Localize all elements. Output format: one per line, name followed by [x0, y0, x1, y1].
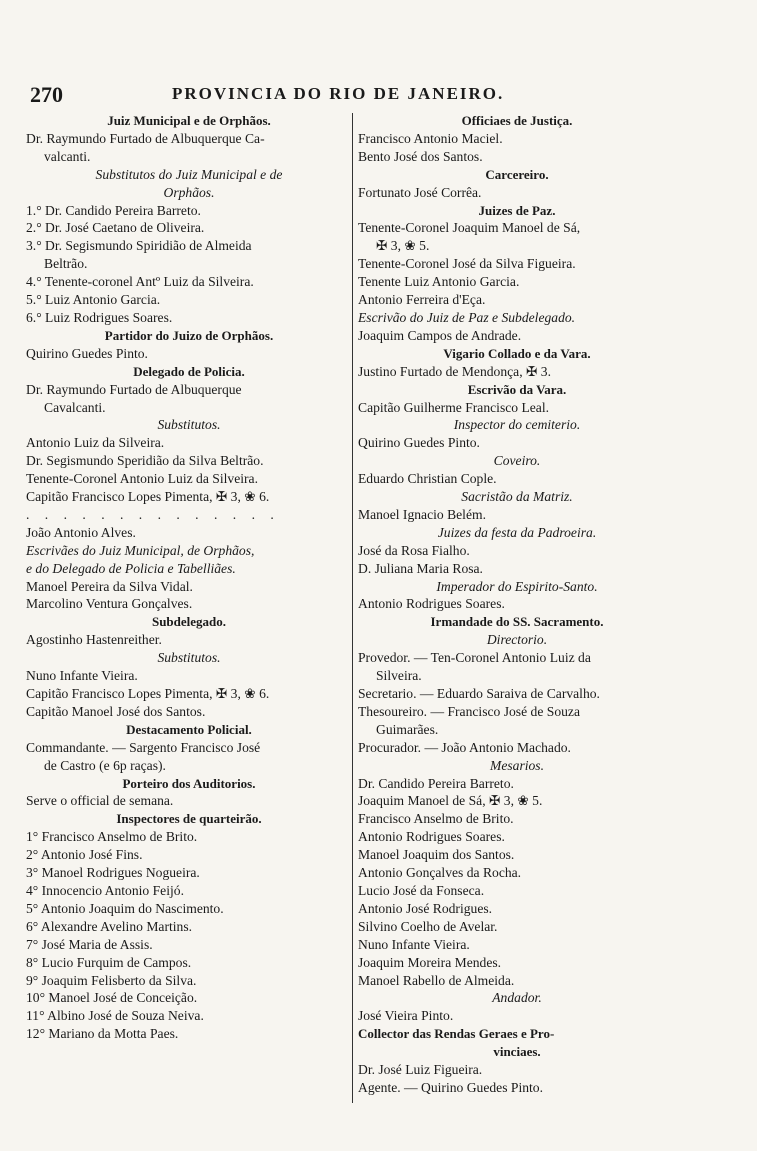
text-line: Procurador. — João Antonio Machado. [358, 739, 571, 755]
text-line: Quirino Guedes Pinto. [26, 345, 148, 361]
text-line: Tenente Luiz Antonio Garcia. [358, 274, 520, 290]
section-heading: vinciaes. [493, 1044, 541, 1060]
section-heading: Partidor do Juizo de Orphãos. [104, 327, 274, 343]
text-line: Joaquim Campos de Andrade. [358, 327, 522, 343]
section-heading: Carcereiro. [485, 166, 549, 182]
text-line-continued: Silveira. [376, 668, 422, 684]
text-line: 8° Lucio Furquim de Campos. [26, 954, 192, 970]
column-divider [352, 113, 353, 1103]
text-line: Antonio Luiz da Silveira. [26, 435, 165, 451]
text-line: Antonio José Rodrigues. [358, 900, 493, 916]
text-line: Quirino Guedes Pinto. [358, 435, 480, 451]
text-line-continued: valcanti. [44, 148, 91, 164]
section-heading: Destacamento Policial. [126, 721, 252, 737]
text-line: Capitão Francisco Lopes Pimenta, ✠ 3, ❀ 6. [26, 489, 270, 505]
text-line: Secretario. — Eduardo Saraiva de Carvalho. [358, 686, 600, 701]
text-line: Eduardo Christian Cople. [358, 471, 497, 487]
text-line: Lucio José da Fonseca. [358, 882, 485, 898]
text-line: 3.° Dr. Segismundo Spiridião de Almeida [26, 238, 252, 254]
text-line: 4° Innocencio Antonio Feijó. [26, 882, 184, 898]
page-title: PROVINCIA DO RIO DE JANEIRO. [172, 84, 505, 103]
text-line: 12° Mariano da Motta Paes. [26, 1026, 179, 1042]
text-line: 2.° Dr. José Caetano de Oliveira. [26, 220, 205, 236]
text-line: 10° Manoel José de Conceição. [26, 990, 198, 1006]
text-line: Manoel Rabello de Almeida. [358, 972, 515, 988]
text-line: Nuno Infante Vieira. [26, 668, 138, 684]
section-heading: Vigario Collado e da Vara. [443, 345, 591, 361]
subheading: Inspector do cemiterio. [453, 417, 581, 433]
subheading: Directorio. [486, 632, 548, 648]
text-line: Manoel Pereira da Silva Vidal. [26, 578, 193, 594]
text-line: João Antonio Alves. [26, 524, 136, 540]
text-line: 6.° Luiz Rodrigues Soares. [26, 309, 173, 325]
text-line: Antonio Gonçalves da Rocha. [358, 865, 522, 881]
text-line: Agente. — Quirino Guedes Pinto. [358, 1079, 544, 1095]
page-number: 270 [30, 82, 63, 107]
text-line: Antonio Rodrigues Soares. [358, 829, 505, 845]
text-line-continued: ✠ 3, ❀ 5. [376, 238, 430, 254]
text-line: 6° Alexandre Avelino Martins. [26, 918, 193, 934]
subheading: Andador. [492, 990, 542, 1006]
text-line: 1° Francisco Anselmo de Brito. [26, 829, 198, 845]
text-line: Joaquim Manoel de Sá, ✠ 3, ❀ 5. [358, 793, 543, 809]
text-line: D. Juliana Maria Rosa. [358, 560, 483, 576]
text-line-continued: Beltrão. [44, 256, 88, 272]
text-line: 2° Antonio José Fins. [26, 847, 143, 863]
text-line: Serve o official de semana. [26, 793, 174, 809]
text-line: Bento José dos Santos. [358, 148, 483, 164]
text-line: Manoel Ignacio Belém. [358, 506, 486, 522]
dotted-separator: . . . . . . . . . . . . . . [26, 506, 280, 522]
subheading: Escrivães do Juiz Municipal, de Orphãos, [26, 542, 255, 558]
subheading: Substitutos. [157, 650, 221, 666]
text-line: Dr. Raymundo Furtado de Albuquerque [26, 381, 242, 397]
subheading: Mesarios. [490, 757, 544, 773]
text-line: Antonio Rodrigues Soares. [358, 596, 505, 612]
section-heading: Inspectores de quarteirão. [116, 811, 262, 827]
text-line: Capitão Guilherme Francisco Leal. [358, 399, 550, 415]
text-line: Capitão Francisco Lopes Pimenta, ✠ 3, ❀ 6. [26, 686, 270, 701]
section-heading: Officiaes de Justiça. [461, 113, 573, 128]
section-heading: Irmandade do SS. Sacramento. [430, 614, 604, 630]
subheading: Orphãos. [163, 184, 215, 200]
subheading: e do Delegado de Policia e Tabelliães. [26, 560, 236, 576]
text-line: Tenente-Coronel José da Silva Figueira. [358, 256, 576, 272]
text-line: Joaquim Moreira Mendes. [358, 954, 502, 970]
text-line: Dr. Segismundo Speridião da Silva Beltrão. [26, 453, 264, 469]
text-line: Tenente-Coronel Antonio Luiz da Silveira. [26, 471, 258, 487]
text-line: Provedor. — Ten-Coronel Antonio Luiz da [358, 650, 591, 666]
text-line: 5.° Luiz Antonio Garcia. [26, 292, 161, 308]
subheading: Substitutos do Juiz Municipal e de [95, 166, 283, 182]
section-heading: Subdelegado. [151, 614, 227, 630]
text-line: Agostinho Hastenreither. [26, 632, 162, 648]
text-line: 1.° Dr. Candido Pereira Barreto. [26, 202, 201, 218]
text-line: 11° Albino José de Souza Neiva. [26, 1008, 204, 1024]
text-line: 4.° Tenente-coronel Antº Luiz da Silveira. [26, 274, 254, 290]
text-line: 3° Manoel Rodrigues Nogueira. [26, 865, 200, 881]
text-line: Nuno Infante Vieira. [358, 936, 470, 952]
text-line: Silvino Coelho de Avelar. [358, 918, 498, 934]
subheading: Sacristão da Matriz. [461, 489, 573, 505]
text-line: Justino Furtado de Mendonça, ✠ 3. [358, 363, 551, 379]
subheading: Imperador do Espirito-Santo. [436, 578, 598, 594]
text-line: 7° José Maria de Assis. [26, 936, 153, 952]
text-line: Fortunato José Corrêa. [358, 184, 482, 200]
text-line: Dr. José Luiz Figueira. [358, 1062, 483, 1078]
text-line: 5° Antonio Joaquim do Nascimento. [26, 900, 224, 916]
section-heading: Delegado de Policia. [133, 363, 245, 379]
text-line: José da Rosa Fialho. [358, 542, 470, 558]
right-column [358, 112, 676, 1097]
text-line: Commandante. — Sargento Francisco José [26, 739, 261, 755]
section-heading: Escrivão da Vara. [467, 381, 567, 397]
text-line-continued: de Castro (e 6p raças). [44, 757, 166, 773]
text-line: Manoel Joaquim dos Santos. [358, 847, 515, 863]
left-column [26, 112, 352, 1043]
text-line: Tenente-Coronel Joaquim Manoel de Sá, [358, 220, 581, 236]
text-line: Francisco Antonio Maciel. [358, 130, 503, 146]
text-line: José Vieira Pinto. [358, 1008, 454, 1024]
text-line: Thesoureiro. — Francisco José de Souza [358, 703, 580, 719]
subheading: Juizes da festa da Padroeira. [437, 524, 597, 540]
text-line: Capitão Manoel José dos Santos. [26, 703, 206, 719]
section-heading: Porteiro dos Auditorios. [122, 775, 256, 791]
section-heading: Juiz Municipal e de Orphãos. [107, 113, 271, 128]
subheading: Escrivão do Juiz de Paz e Subdelegado. [358, 309, 576, 325]
text-line: Dr. Candido Pereira Barreto. [358, 775, 514, 791]
text-line-continued: Cavalcanti. [44, 399, 106, 415]
text-line: Marcolino Ventura Gonçalves. [26, 596, 193, 612]
text-line: Antonio Ferreira d'Eça. [358, 292, 486, 308]
text-line: Francisco Anselmo de Brito. [358, 811, 514, 827]
section-heading: Juizes de Paz. [478, 202, 556, 218]
text-line-continued: Guimarães. [376, 721, 439, 737]
text-line: Dr. Raymundo Furtado de Albuquerque Ca- [26, 130, 265, 146]
subheading: Coveiro. [493, 453, 541, 469]
subheading: Substitutos. [157, 417, 221, 433]
section-heading: Collector das Rendas Geraes e Pro- [358, 1026, 555, 1042]
text-line: 9° Joaquim Felisberto da Silva. [26, 972, 197, 988]
page-header [30, 82, 730, 112]
